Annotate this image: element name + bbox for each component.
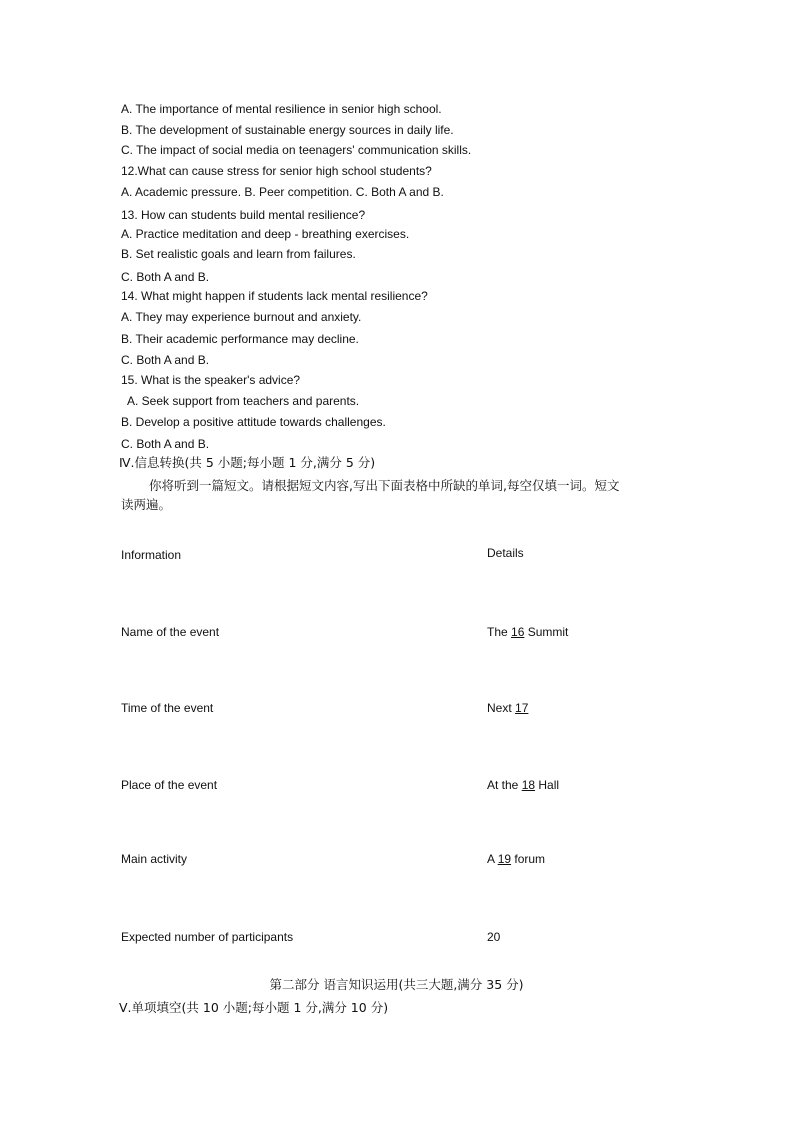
- q11-option-c: C. The impact of social media on teenagers' communication skills.: [121, 143, 472, 157]
- row-detail-main-activity: A 19 forum: [487, 852, 546, 866]
- part2-title: 第二部分 语言知识运用(共三大题,满分 35 分): [269, 977, 524, 992]
- q13-option-c: C. Both A and B.: [121, 270, 210, 284]
- row-label-event-name: Name of the event: [121, 625, 220, 639]
- section5-heading: Ⅴ.单项填空(共 10 小题;每小题 1 分,满分 10 分): [119, 1000, 389, 1015]
- q14-option-a: A. They may experience burnout and anxiety.: [121, 310, 362, 324]
- row-label-main-activity: Main activity: [121, 852, 188, 866]
- row-label-event-time: Time of the event: [121, 701, 214, 715]
- blank-19[interactable]: 19: [497, 852, 512, 866]
- q12-question: 12.What can cause stress for senior high school students?: [121, 164, 432, 178]
- q11-option-b: B. The development of sustainable energy sources in daily life.: [121, 123, 454, 137]
- q14-option-c: C. Both A and B.: [121, 353, 210, 367]
- row-detail-event-name: The 16 Summit: [487, 625, 569, 639]
- q14-question: 14. What might happen if students lack mental resilience?: [121, 289, 428, 303]
- blank-18[interactable]: 18: [521, 778, 536, 792]
- q13-option-b: B. Set realistic goals and learn from failures.: [121, 247, 356, 261]
- q15-question: 15. What is the speaker's advice?: [121, 373, 301, 387]
- section4-instruction-line2: 读两遍。: [121, 497, 172, 512]
- table-header-information: Information: [121, 548, 182, 562]
- table-header-details: Details: [487, 546, 524, 560]
- row-label-event-place: Place of the event: [121, 778, 218, 792]
- blank-20[interactable]: 20: [487, 930, 501, 944]
- q13-question: 13. How can students build mental resilience?: [121, 208, 366, 222]
- section4-heading: Ⅳ.信息转换(共 5 小题;每小题 1 分,满分 5 分): [119, 455, 376, 470]
- q15-option-c: C. Both A and B.: [121, 437, 210, 451]
- q15-option-a: A. Seek support from teachers and parents.: [127, 394, 360, 408]
- q15-option-b: B. Develop a positive attitude towards challenges.: [121, 415, 386, 429]
- section4-instruction-line1: 你将听到一篇短文。请根据短文内容,写出下面表格中所缺的单词,每空仅填一词。短文: [149, 478, 620, 493]
- row-detail-event-time: Next 17: [487, 701, 529, 715]
- row-detail-participants: [487, 929, 500, 945]
- q13-option-a: A. Practice meditation and deep - breathing exercises.: [121, 227, 410, 241]
- row-label-participants: Expected number of participants: [121, 930, 294, 944]
- q11-option-a: A. The importance of mental resilience in senior high school.: [121, 102, 442, 116]
- q12-options: A. Academic pressure. B. Peer competition. C. Both A and B.: [121, 185, 444, 199]
- row-detail-event-place: At the 18 Hall: [487, 778, 560, 792]
- blank-16[interactable]: 16: [511, 625, 525, 639]
- q14-option-b: B. Their academic performance may decline.: [121, 332, 359, 346]
- blank-17[interactable]: 17: [515, 701, 529, 715]
